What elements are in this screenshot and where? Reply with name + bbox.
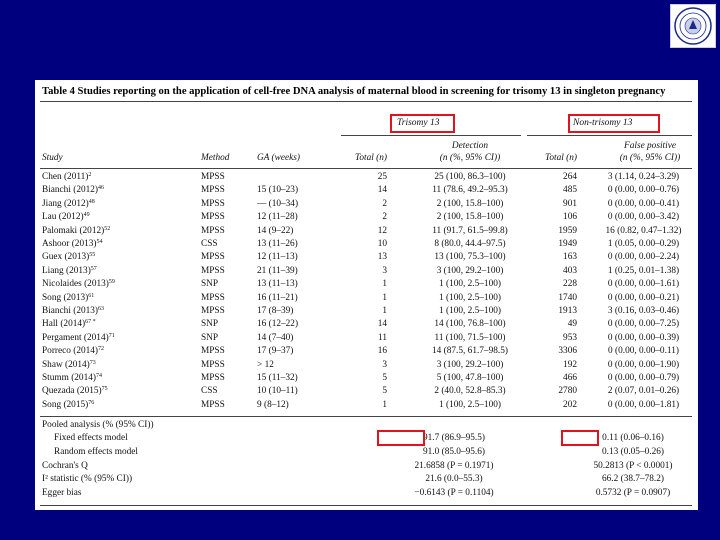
detection-cell: 25 (100, 86.3–100) xyxy=(434,172,506,182)
pooled-fp-value: 50.2813 (P < 0.0001) xyxy=(593,460,673,471)
study-name: Quezada $(2015)^{75}$ xyxy=(42,386,108,397)
total-nontrisomy-cell: 202 xyxy=(563,399,577,410)
reference-superscript: 48 xyxy=(88,198,95,205)
reference-superscript: 57 xyxy=(90,265,97,272)
false-positive-cell: 0 (0.00, 0.00–0.79) xyxy=(607,373,680,383)
total-cell: 13 xyxy=(377,252,387,263)
false-positive-cell: 0 (0.00, 0.00–0.21) xyxy=(607,292,680,303)
detection-cell: 3 (100, 29.2–100) xyxy=(436,265,504,276)
detection-cell: 11 (91.7, 61.5–99.8) xyxy=(432,225,508,236)
table-caption: Table 4 Studies reporting on the application of cell-free DNA analysis of maternal blood in screening for trisomy 13 in singleton pregnancy xyxy=(42,86,666,97)
non-trisomy-group-header: Non-trisomy 13 xyxy=(573,118,633,128)
non-trisomy-subrule xyxy=(527,135,692,136)
pooled-row-label: I² statistic (% (95% CI)) xyxy=(42,474,133,485)
pooled-detection-value: 21.6 (0.0–55.3) xyxy=(425,474,483,485)
ga-cell: 12 (11–28) xyxy=(257,212,298,223)
false-positive-cell: 0 (0.00, 0.00–0.76) xyxy=(607,185,680,196)
method-cell: MPSS xyxy=(201,212,225,223)
method-cell: MPSS xyxy=(201,198,225,209)
false-positive-cell: 1 (0.25, 0.01–1.38) xyxy=(607,265,680,276)
false-positive-cell: 0 (0.00, 0.00–0.39) xyxy=(607,332,680,343)
detection-cell: 1 (100, 2.5–100) xyxy=(439,292,501,303)
trisomy-group-header: Trisomy 13 xyxy=(397,118,440,128)
reference-superscript: 67 * xyxy=(85,319,96,326)
false-positive-header-top: False positive xyxy=(624,141,676,151)
detection-cell: 1 (100, 2.5–100) xyxy=(439,306,501,316)
total-nontrisomy-cell: 953 xyxy=(563,332,577,343)
ga-cell: 16 (11–21) xyxy=(257,292,298,303)
total-cell: 1 xyxy=(382,399,387,410)
false-positive-cell: 2 (0.07, 0.01–0.26) xyxy=(607,386,680,397)
ga-cell: 21 (11–39) xyxy=(257,265,298,276)
method-cell: MPSS xyxy=(201,252,225,263)
ga-cell: 10 (10–11) xyxy=(257,386,298,397)
method-cell: SNP xyxy=(201,279,219,290)
ga-cell: 9 (8–12) xyxy=(257,399,289,410)
method-cell: MPSS xyxy=(201,399,225,410)
pooled-row-label: Cochran's Q xyxy=(42,460,88,471)
method-cell: MPSS xyxy=(201,185,225,196)
total-cell: 14 xyxy=(377,319,387,330)
false-positive-cell: 0 (0.00, 0.00–7.25) xyxy=(607,319,680,330)
total-cell: 3 xyxy=(382,359,387,370)
ga-cell: 13 (11–13) xyxy=(257,279,298,290)
study-name: Chen $(2011)^2$ xyxy=(42,172,92,182)
method-cell: MPSS xyxy=(201,346,225,357)
total-cell: 1 xyxy=(382,279,387,290)
study-name: Stumm $(2014)^{74}$ xyxy=(42,373,102,383)
pooled-fp-value: 66.2 (38.7–78.2) xyxy=(602,474,664,485)
detection-cell: 13 (100, 75.3–100) xyxy=(434,252,506,263)
total-cell: 16 xyxy=(377,346,387,357)
reference-superscript: 59 xyxy=(108,279,115,286)
total-cell: 14 xyxy=(377,185,387,196)
total-cell: 2 xyxy=(382,212,387,223)
reference-superscript: 72 xyxy=(98,346,105,353)
method-cell: MPSS xyxy=(201,225,225,236)
ga-cell: — (10–34) xyxy=(257,198,299,209)
total-nontrisomy-cell: 1913 xyxy=(558,306,577,316)
total-nontrisomy-cell: 3306 xyxy=(558,346,577,357)
total-nontrisomy-cell: 1949 xyxy=(558,239,577,249)
university-logo xyxy=(670,4,716,48)
total-cell: 1 xyxy=(382,292,387,303)
pooled-fp-value: 0.5732 (P = 0.0907) xyxy=(595,488,671,499)
study-name: Lau $(2012)^{49}$ xyxy=(42,212,90,223)
total-nontrisomy-cell: 901 xyxy=(563,198,577,209)
ga-cell: 17 (9–37) xyxy=(257,346,294,357)
reference-superscript: 54 xyxy=(96,239,103,245)
total-nontrisomy-cell: 1959 xyxy=(558,225,577,236)
detection-cell: 3 (100, 29.2–100) xyxy=(436,359,504,370)
reference-superscript: 63 xyxy=(98,306,105,312)
total-nontrisomy-cell: 264 xyxy=(563,172,577,182)
total-cell: 3 xyxy=(382,265,387,276)
reference-superscript: 71 xyxy=(108,332,115,339)
reference-superscript: 75 xyxy=(101,386,108,393)
total-nontrisomy-cell: 106 xyxy=(563,212,577,223)
detection-cell: 11 (78.6, 49.2–95.3) xyxy=(432,185,508,196)
false-positive-cell: 0 (0.00, 0.00–3.42) xyxy=(607,212,680,223)
total-header: Total (n) xyxy=(355,153,387,163)
detection-cell: 1 (100, 2.5–100) xyxy=(439,279,501,290)
detection-cell: 14 (100, 76.8–100) xyxy=(434,319,506,330)
false-positive-cell: 0 (0.00, 0.00–2.24) xyxy=(607,252,680,263)
reference-superscript: 52 xyxy=(104,225,111,232)
ga-cell: 16 (12–22) xyxy=(257,319,299,330)
total-cell: 5 xyxy=(382,373,387,383)
total-cell: 5 xyxy=(382,386,387,397)
ga-header: GA (weeks) xyxy=(257,153,300,163)
pooled-label: Pooled analysis (% (95% CI)) xyxy=(42,420,154,430)
reference-superscript: 46 xyxy=(98,185,105,192)
false-positive-cell: 3 (0.16, 0.03–0.46) xyxy=(607,306,680,316)
trisomy-subrule xyxy=(341,135,521,136)
study-header: Study xyxy=(42,153,63,163)
method-cell: CSS xyxy=(201,239,218,249)
method-cell: MPSS xyxy=(201,359,225,370)
detection-header: (n (%, 95% CI)) xyxy=(439,153,501,163)
total-nontrisomy-cell: 228 xyxy=(563,279,577,290)
ga-cell: 15 (11–32) xyxy=(257,373,298,383)
study-name: Guex $(2013)^{55}$ xyxy=(42,252,96,263)
study-name: Nicolaides $(2013)^{59}$ xyxy=(42,279,115,290)
method-header: Method xyxy=(201,153,230,163)
detection-cell: 14 (87.5, 61.7–98.5) xyxy=(432,346,508,357)
detection-cell: 2 (100, 15.8–100) xyxy=(436,198,504,209)
ga-cell: 17 (8–39) xyxy=(257,306,294,316)
total-cell: 25 xyxy=(377,172,387,182)
false-positive-cell: 0 (0.00, 0.00–0.41) xyxy=(607,198,680,209)
pooled-fp-value: 0.11 (0.06–0.16) xyxy=(602,433,664,443)
study-name: Hall $(2014)^{67 *}$ xyxy=(42,319,96,330)
ga-cell: 14 (7–40) xyxy=(257,332,294,343)
study-name: Ashoor $(2013)^{54}$ xyxy=(42,239,103,249)
study-name: Song $(2013)^{61}$ xyxy=(42,292,95,303)
method-cell: MPSS xyxy=(201,265,225,276)
method-cell: CSS xyxy=(201,386,218,397)
total-nontrisomy-cell: 485 xyxy=(563,185,577,196)
total-cell: 10 xyxy=(377,239,387,249)
total-nontrisomy-cell: 163 xyxy=(563,252,577,263)
total-nontrisomy-cell: 1740 xyxy=(558,292,577,303)
false-positive-cell: 0 (0.00, 0.00–1.81) xyxy=(607,399,680,410)
false-positive-cell: 16 (0.82, 0.47–1.32) xyxy=(605,225,682,236)
false-positive-cell: 3 (1.14, 0.24–3.29) xyxy=(607,172,680,182)
study-name: Pergament $(2014)^{71}$ xyxy=(42,332,115,343)
method-cell: SNP xyxy=(201,319,219,330)
detection-cell: 11 (100, 71.5–100) xyxy=(434,332,506,343)
total-cell: 11 xyxy=(378,332,387,343)
pooled-detection-value: 91.7 (86.9–95.5) xyxy=(423,433,485,443)
study-name: Liang $(2013)^{57}$ xyxy=(42,265,97,276)
reference-superscript: 73 xyxy=(89,359,96,366)
total-nontrisomy-cell: 466 xyxy=(563,373,577,383)
study-name: Bianchi $(2012)^{46}$ xyxy=(42,185,105,196)
table-figure xyxy=(35,80,698,510)
study-name: Jiang $(2012)^{48}$ xyxy=(42,198,95,209)
total-nontrisomy-cell: 192 xyxy=(563,359,577,370)
total-nontrisomy-header: Total (n) xyxy=(545,153,577,163)
ga-cell: 13 (11–26) xyxy=(257,239,298,249)
study-name: Palomaki $(2012)^{52}$ xyxy=(42,225,111,236)
study-name: Porreco $(2014)^{72}$ xyxy=(42,346,105,357)
pooled-detection-value: 91.0 (85.0–95.6) xyxy=(423,446,485,457)
false-positive-cell: 0 (0.00, 0.00–0.11) xyxy=(608,346,679,357)
bottom-rule xyxy=(40,505,692,506)
false-positive-cell: 1 (0.05, 0.00–0.29) xyxy=(607,239,680,249)
study-name: Song $(2015)^{76}$ xyxy=(42,399,95,410)
detection-cell: 2 (100, 15.8–100) xyxy=(436,212,504,223)
pooled-row-label: Random effects model xyxy=(54,446,138,457)
total-nontrisomy-cell: 49 xyxy=(567,319,577,330)
false-positive-cell: 0 (0.00, 0.00–1.61) xyxy=(607,279,680,290)
ga-cell: 15 (10–23) xyxy=(257,185,299,196)
total-cell: 2 xyxy=(382,198,387,209)
reference-superscript: 61 xyxy=(88,292,95,299)
method-cell: MPSS xyxy=(201,292,225,303)
fixed-detection-highlight xyxy=(377,430,425,446)
study-name: Shaw $(2014)^{73}$ xyxy=(42,359,96,370)
reference-superscript: 2 xyxy=(88,172,92,178)
total-cell: 1 xyxy=(382,306,387,316)
pooled-rule xyxy=(40,416,692,417)
method-cell: MPSS xyxy=(201,306,225,316)
pooled-fp-value: 0.13 (0.05–0.26) xyxy=(602,446,664,457)
reference-superscript: 76 xyxy=(88,399,95,406)
detection-header-top: Detection xyxy=(451,141,489,151)
detection-cell: 1 (100, 2.5–100) xyxy=(439,399,501,410)
detection-cell: 5 (100, 47.8–100) xyxy=(436,373,504,383)
ga-cell: 12 (11–13) xyxy=(257,252,298,263)
reference-superscript: 49 xyxy=(83,212,90,219)
method-cell: MPSS xyxy=(201,373,225,383)
pooled-detection-value: 21.6858 (P = 0.1971) xyxy=(414,460,494,471)
ga-cell: 14 (9–22) xyxy=(257,225,294,236)
ga-cell: > 12 xyxy=(257,359,274,370)
top-rule xyxy=(40,101,692,102)
pooled-row-label: Egger bias xyxy=(42,488,82,499)
false-positive-cell: 0 (0.00, 0.00–1.90) xyxy=(607,359,680,370)
detection-cell: 8 (80.0, 44.4–97.5) xyxy=(434,239,506,249)
reference-superscript: 55 xyxy=(89,252,96,259)
method-cell: SNP xyxy=(201,332,219,343)
false-positive-header: (n (%, 95% CI)) xyxy=(619,153,681,163)
total-cell: 12 xyxy=(377,225,387,236)
total-nontrisomy-cell: 2780 xyxy=(558,386,577,397)
pooled-detection-value: −0.6143 (P = 0.1104) xyxy=(414,488,494,499)
study-name: Bianchi $(2013)^{63}$ xyxy=(42,306,105,316)
method-cell: MPSS xyxy=(201,172,225,182)
pooled-row-label: Fixed effects model xyxy=(54,433,128,443)
fixed-fp-highlight xyxy=(561,430,599,446)
total-nontrisomy-cell: 403 xyxy=(563,265,577,276)
reference-superscript: 74 xyxy=(95,373,102,379)
detection-cell: 2 (40.0, 52.8–85.3) xyxy=(434,386,506,397)
header-rule xyxy=(40,168,692,169)
